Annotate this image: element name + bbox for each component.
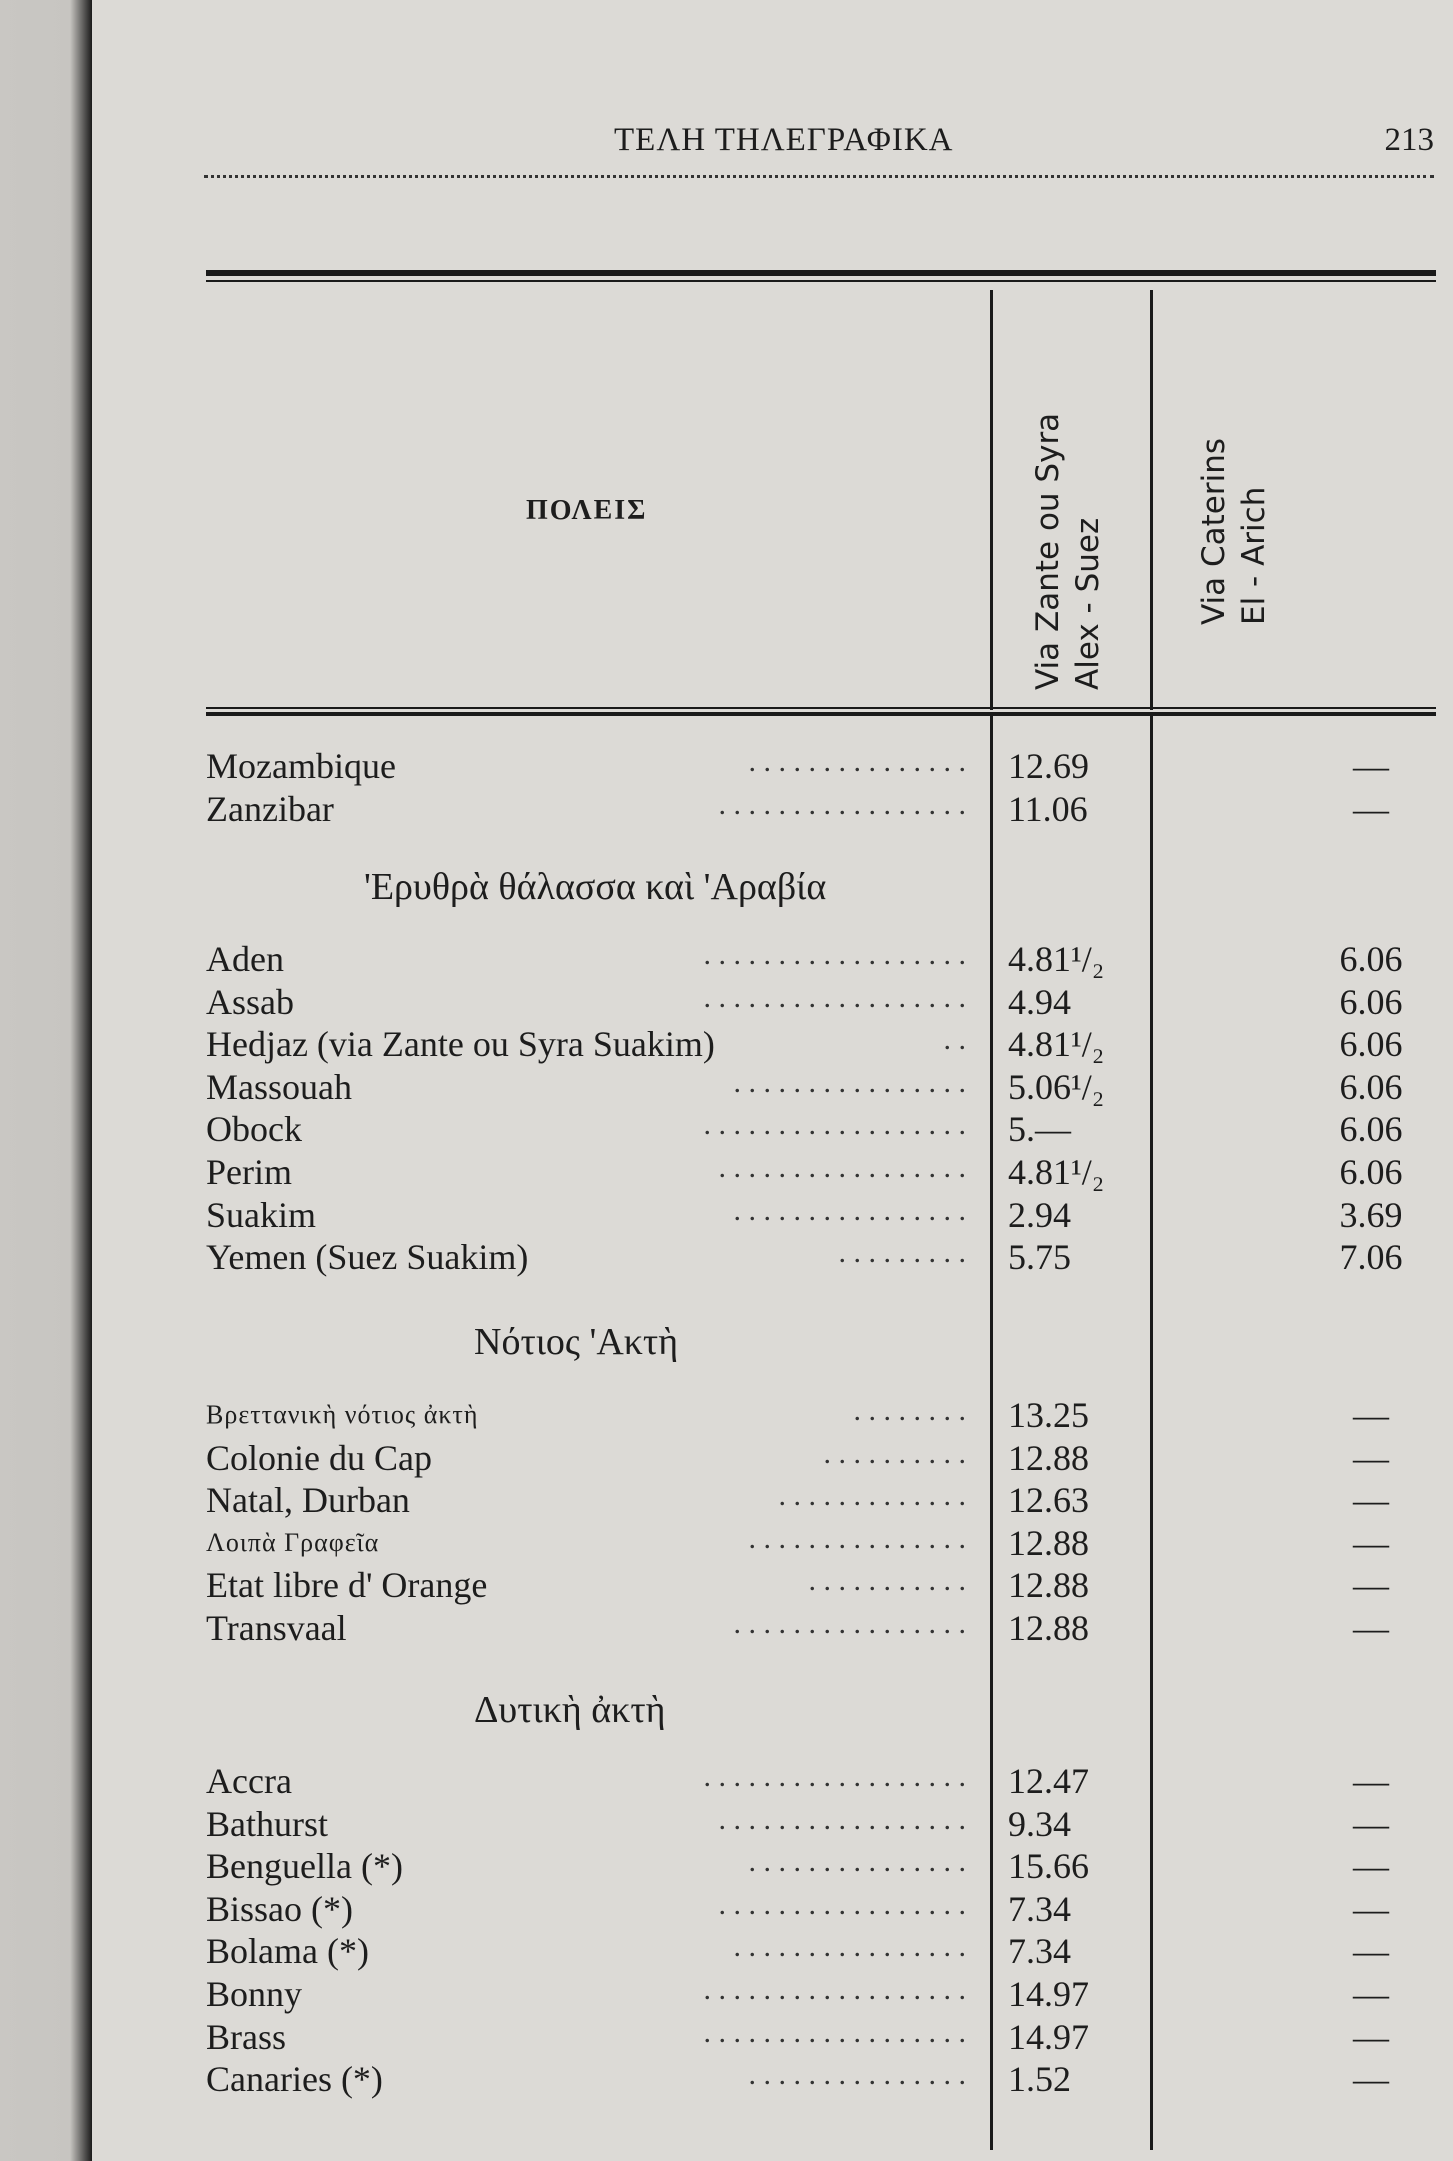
rate-via-zante-syra: 7.34 bbox=[1008, 1931, 1071, 1972]
rate-via-zante-syra: 15.66 bbox=[1008, 1846, 1089, 1887]
rate-via-caterins: — bbox=[1353, 1761, 1389, 1801]
section-south-coast: Νότιος 'Ακτὴ bbox=[474, 1321, 679, 1363]
table-row bbox=[206, 1760, 1436, 1802]
leader-dots: . . . . . . . . . . . . . . . . . bbox=[718, 1802, 966, 1836]
city-name: Aden bbox=[206, 939, 284, 979]
rate-via-caterins: — bbox=[1353, 1974, 1389, 2014]
rate-via-zante-syra: 12.88 bbox=[1008, 1565, 1089, 1606]
running-head bbox=[204, 118, 1434, 170]
header-col1-line2: Alex - Suez bbox=[1070, 517, 1106, 690]
rate-via-zante-syra: 2.94 bbox=[1008, 1194, 1071, 1235]
rate-via-caterins: — bbox=[1353, 1395, 1389, 1435]
table-row bbox=[206, 1194, 1436, 1236]
city-name: Suakim bbox=[206, 1194, 317, 1235]
table-row bbox=[206, 1973, 1436, 2015]
city-name: Λοιπὰ Γραφεῖα bbox=[206, 1527, 380, 1557]
city-name: Accra bbox=[206, 1761, 292, 1801]
rate-via-zante-syra: 5.— bbox=[1008, 1109, 1071, 1150]
rate-via-zante-syra: 12.88 bbox=[1008, 1437, 1089, 1478]
table-top-rule bbox=[206, 270, 1436, 276]
rate-via-caterins: — bbox=[1353, 1931, 1389, 1972]
table-row bbox=[206, 1845, 1436, 1887]
table-row bbox=[206, 981, 1436, 1023]
leader-dots: . . . . . . . . . . . . . . . . . . bbox=[703, 2015, 966, 2049]
leader-dots: . . . . . . . . . . . . . bbox=[778, 1479, 966, 1513]
table-row bbox=[206, 1930, 1436, 1972]
city-name: Assab bbox=[206, 981, 294, 1022]
rate-via-zante-syra: 12.69 bbox=[1008, 746, 1089, 786]
rate-via-caterins: — bbox=[1353, 1846, 1389, 1887]
header-cities: ΠΟΛΕΙΣ bbox=[526, 495, 648, 526]
leader-dots: . . . . . . . . . . . . . . . bbox=[748, 2058, 966, 2092]
rate-via-caterins: 3.69 bbox=[1339, 1194, 1403, 1235]
rate-via-caterins: 6.06 bbox=[1339, 1109, 1403, 1150]
table-row bbox=[206, 788, 1436, 830]
table-row bbox=[206, 1564, 1436, 1606]
rate-via-zante-syra: 7.34 bbox=[1008, 1888, 1071, 1929]
leader-dots: . . . . . . . . . . . . . . . . bbox=[733, 1193, 966, 1227]
leader-dots: . . . . . . . . . . . . . . . . . . bbox=[703, 938, 966, 971]
leader-dots: . . . . . . . . . bbox=[838, 1236, 966, 1270]
rate-via-caterins: 6.06 bbox=[1339, 1152, 1403, 1192]
city-name: Obock bbox=[206, 1109, 302, 1150]
city-name: Natal, Durban bbox=[206, 1480, 410, 1521]
city-name: Βρεττανικὴ νότιος ἀκτὴ bbox=[206, 1400, 479, 1429]
table-row bbox=[206, 1108, 1436, 1150]
rate-via-caterins: — bbox=[1353, 1803, 1389, 1844]
rate-via-caterins: — bbox=[1353, 2059, 1389, 2100]
city-name: Yemen (Suez Suakim) bbox=[206, 1237, 529, 1278]
rate-via-caterins: 7.06 bbox=[1339, 1237, 1403, 1278]
rate-via-caterins: — bbox=[1353, 1888, 1389, 1929]
rate-via-zante-syra: 12.88 bbox=[1008, 1608, 1089, 1648]
rate-via-caterins: — bbox=[1353, 1565, 1389, 1606]
rate-via-caterins: 6.06 bbox=[1339, 1066, 1403, 1107]
leader-dots: . . . . . . . . . . . . . . . . . bbox=[718, 787, 966, 821]
rate-via-caterins: — bbox=[1353, 2016, 1389, 2057]
city-name: Hedjaz (via Zante ou Syra Suakim) bbox=[206, 1024, 715, 1065]
table-row bbox=[206, 1607, 1436, 1649]
city-name: Bolama (*) bbox=[206, 1931, 369, 1972]
city-name: Canaries (*) bbox=[206, 2059, 383, 2100]
rate-via-caterins: — bbox=[1353, 1608, 1389, 1648]
column-divider-1-header bbox=[990, 290, 993, 710]
rate-via-zante-syra: 14.97 bbox=[1008, 2016, 1089, 2057]
leader-dots: . . . . . . . . . . . . . . . . . bbox=[718, 1151, 966, 1184]
rate-via-caterins: — bbox=[1353, 1437, 1389, 1478]
rate-via-zante-syra: 13.25 bbox=[1008, 1395, 1089, 1435]
rate-via-caterins: 6.06 bbox=[1339, 981, 1403, 1022]
leader-dots: . . . . . . . . . . . . . . . . bbox=[733, 1930, 966, 1964]
book-binding-shadow bbox=[0, 0, 92, 2161]
rate-via-zante-syra: 5.06¹/₂ bbox=[1008, 1066, 1105, 1107]
rate-via-zante-syra: 9.34 bbox=[1008, 1803, 1071, 1844]
city-name: Zanzibar bbox=[206, 788, 334, 829]
leader-dots: . . . . . . . . bbox=[853, 1394, 966, 1427]
table-row bbox=[206, 1437, 1436, 1479]
leader-dots: . . . . . . . . . . . . . . . bbox=[748, 1521, 966, 1555]
table-row bbox=[206, 1394, 1436, 1436]
rate-via-zante-syra: 11.06 bbox=[1008, 788, 1088, 829]
table-row bbox=[206, 1803, 1436, 1845]
city-name: Etat libre d' Orange bbox=[206, 1565, 488, 1606]
table-top-rule-thin bbox=[206, 280, 1436, 282]
column-divider-2-header bbox=[1150, 290, 1153, 710]
rate-via-zante-syra: 5.75 bbox=[1008, 1237, 1071, 1278]
city-name: Brass bbox=[206, 2016, 286, 2057]
rate-via-zante-syra: 12.47 bbox=[1008, 1761, 1089, 1801]
running-head-rule bbox=[204, 175, 1434, 178]
leader-dots: . . . . . . . . . . . . . . . . bbox=[733, 1065, 966, 1099]
leader-dots: . . . . . . . . . . . . . . . . . . bbox=[703, 980, 966, 1014]
leader-dots: . . . . . . . . . . . . . . . . . . bbox=[703, 1973, 966, 2006]
city-name: Perim bbox=[206, 1152, 292, 1192]
rate-via-zante-syra: 12.88 bbox=[1008, 1522, 1089, 1563]
table-row bbox=[206, 1479, 1436, 1521]
table-row bbox=[206, 2016, 1436, 2058]
rate-via-zante-syra: 4.94 bbox=[1008, 981, 1071, 1022]
city-name: Massouah bbox=[206, 1066, 352, 1107]
header-bottom-rule-thick bbox=[206, 712, 1436, 716]
rate-via-zante-syra: 4.81¹/₂ bbox=[1008, 939, 1105, 979]
header-col2 bbox=[1194, 438, 1274, 625]
rate-via-caterins: 6.06 bbox=[1339, 939, 1403, 979]
city-name: Colonie du Cap bbox=[206, 1437, 432, 1478]
tariff-table bbox=[206, 270, 1436, 2150]
rate-via-caterins: — bbox=[1353, 1522, 1389, 1563]
city-name: Mozambique bbox=[206, 746, 396, 786]
section-red-sea-arabia: 'Ερυθρὰ θάλασσα καὶ 'Αραβία bbox=[364, 866, 827, 908]
rate-via-caterins: — bbox=[1353, 1480, 1389, 1521]
table-row bbox=[206, 1236, 1436, 1278]
city-name: Bathurst bbox=[206, 1803, 328, 1844]
table-row bbox=[206, 745, 1436, 787]
rate-via-caterins: — bbox=[1353, 788, 1389, 829]
leader-dots: . . bbox=[943, 1023, 966, 1057]
table-row bbox=[206, 1151, 1436, 1193]
rate-via-zante-syra: 14.97 bbox=[1008, 1974, 1089, 2014]
rate-via-caterins: 6.06 bbox=[1339, 1024, 1403, 1065]
table-row bbox=[206, 1066, 1436, 1108]
table-row bbox=[206, 1888, 1436, 1930]
leader-dots: . . . . . . . . . . . . . . . bbox=[748, 1845, 966, 1879]
page-number: 213 bbox=[1384, 122, 1434, 158]
book-page bbox=[124, 0, 1453, 2161]
city-name: Bissao (*) bbox=[206, 1888, 353, 1929]
leader-dots: . . . . . . . . . . . . . . . . . . bbox=[703, 1108, 966, 1142]
rate-via-zante-syra: 4.81¹/₂ bbox=[1008, 1152, 1105, 1192]
city-name: Transvaal bbox=[206, 1608, 347, 1648]
rate-via-zante-syra: 4.81¹/₂ bbox=[1008, 1024, 1105, 1065]
leader-dots: . . . . . . . . . . bbox=[823, 1436, 966, 1470]
city-name: Bonny bbox=[206, 1974, 303, 2014]
table-row bbox=[206, 1023, 1436, 1065]
rate-via-zante-syra: 12.63 bbox=[1008, 1480, 1089, 1521]
table-row bbox=[206, 1522, 1436, 1564]
leader-dots: . . . . . . . . . . . . . . . . . . bbox=[703, 1760, 966, 1793]
rate-via-caterins: — bbox=[1353, 746, 1389, 786]
header-col2-line2: El - Arich bbox=[1236, 486, 1272, 625]
header-col1-line1: Via Zante ou Syra bbox=[1030, 412, 1066, 690]
rate-via-zante-syra: 1.52 bbox=[1008, 2059, 1071, 2100]
running-head-title: ΤΕΛΗ ΤΗΛΕΓΡΑΦΙΚΑ bbox=[614, 122, 954, 158]
leader-dots: . . . . . . . . . . . . . . . . . bbox=[718, 1887, 966, 1921]
header-col2-line1: Via Caterins bbox=[1196, 437, 1232, 625]
leader-dots: . . . . . . . . . . . bbox=[808, 1564, 966, 1598]
header-bottom-rule bbox=[206, 707, 1436, 709]
table-row bbox=[206, 938, 1436, 980]
leader-dots: . . . . . . . . . . . . . . . . bbox=[733, 1607, 966, 1640]
leader-dots: . . . . . . . . . . . . . . . bbox=[748, 745, 966, 778]
header-col1 bbox=[1028, 413, 1108, 690]
section-west-coast: Δυτικὴ ἀκτὴ bbox=[474, 1689, 666, 1731]
table-row bbox=[206, 2058, 1436, 2100]
city-name: Benguella (*) bbox=[206, 1846, 403, 1887]
